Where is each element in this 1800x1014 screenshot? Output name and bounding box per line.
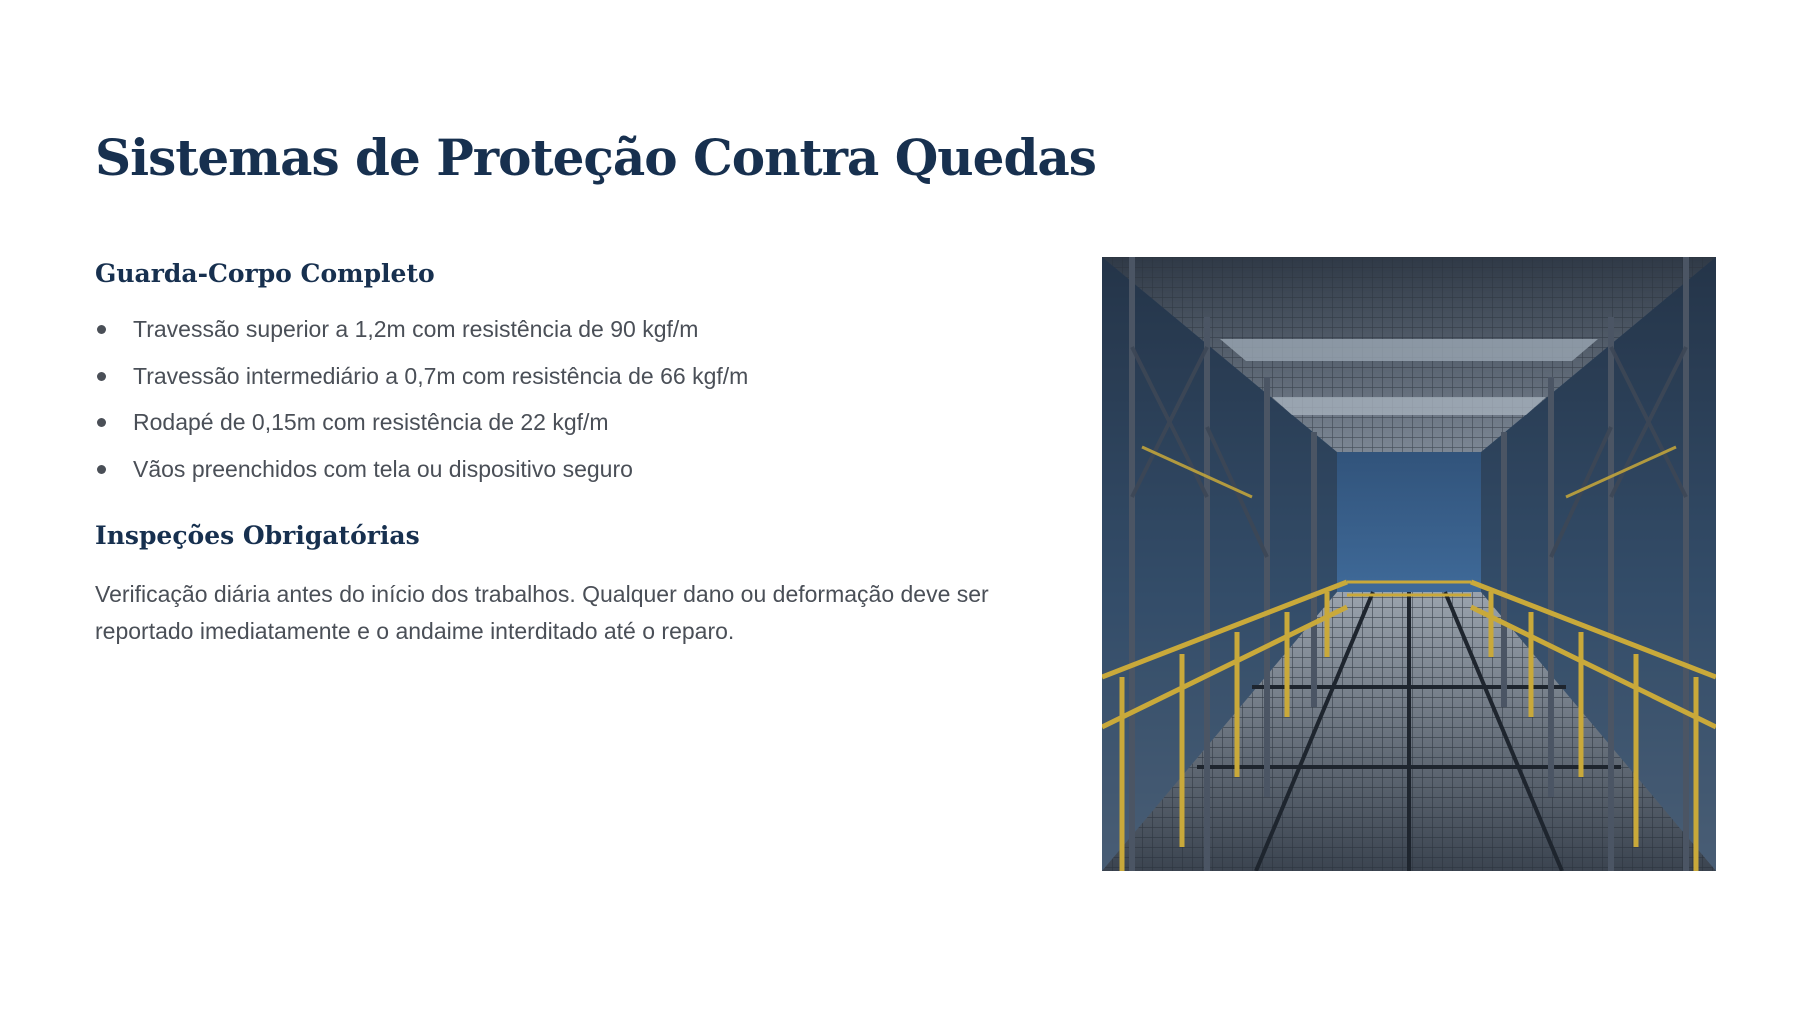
guarda-corpo-bullet-list bbox=[95, 306, 1035, 492]
content-column bbox=[95, 256, 1035, 650]
section-heading-guarda-corpo: Guarda-Corpo Completo bbox=[95, 259, 435, 288]
bullet-item: Vãos preenchidos com tela ou dispositivo seguro bbox=[95, 446, 1035, 493]
page-title: Sistemas de Proteção Contra Quedas bbox=[95, 128, 1096, 187]
bullet-item: Travessão intermediário a 0,7m com resistência de 66 kgf/m bbox=[95, 353, 1035, 400]
bullet-item: Rodapé de 0,15m com resistência de 22 kgf/m bbox=[95, 399, 1035, 446]
section-heading-inspecoes: Inspeções Obrigatórias bbox=[95, 521, 420, 550]
scaffolding-illustration bbox=[1102, 257, 1716, 871]
inspecoes-paragraph: Verificação diária antes do início dos trabalhos. Qualquer dano ou deformação deve ser reportado imediatamente e o andaime interditado até o reparo. bbox=[95, 581, 989, 644]
bullet-item: Travessão superior a 1,2m com resistência de 90 kgf/m bbox=[95, 306, 1035, 353]
scaffolding-photo bbox=[1102, 257, 1716, 871]
